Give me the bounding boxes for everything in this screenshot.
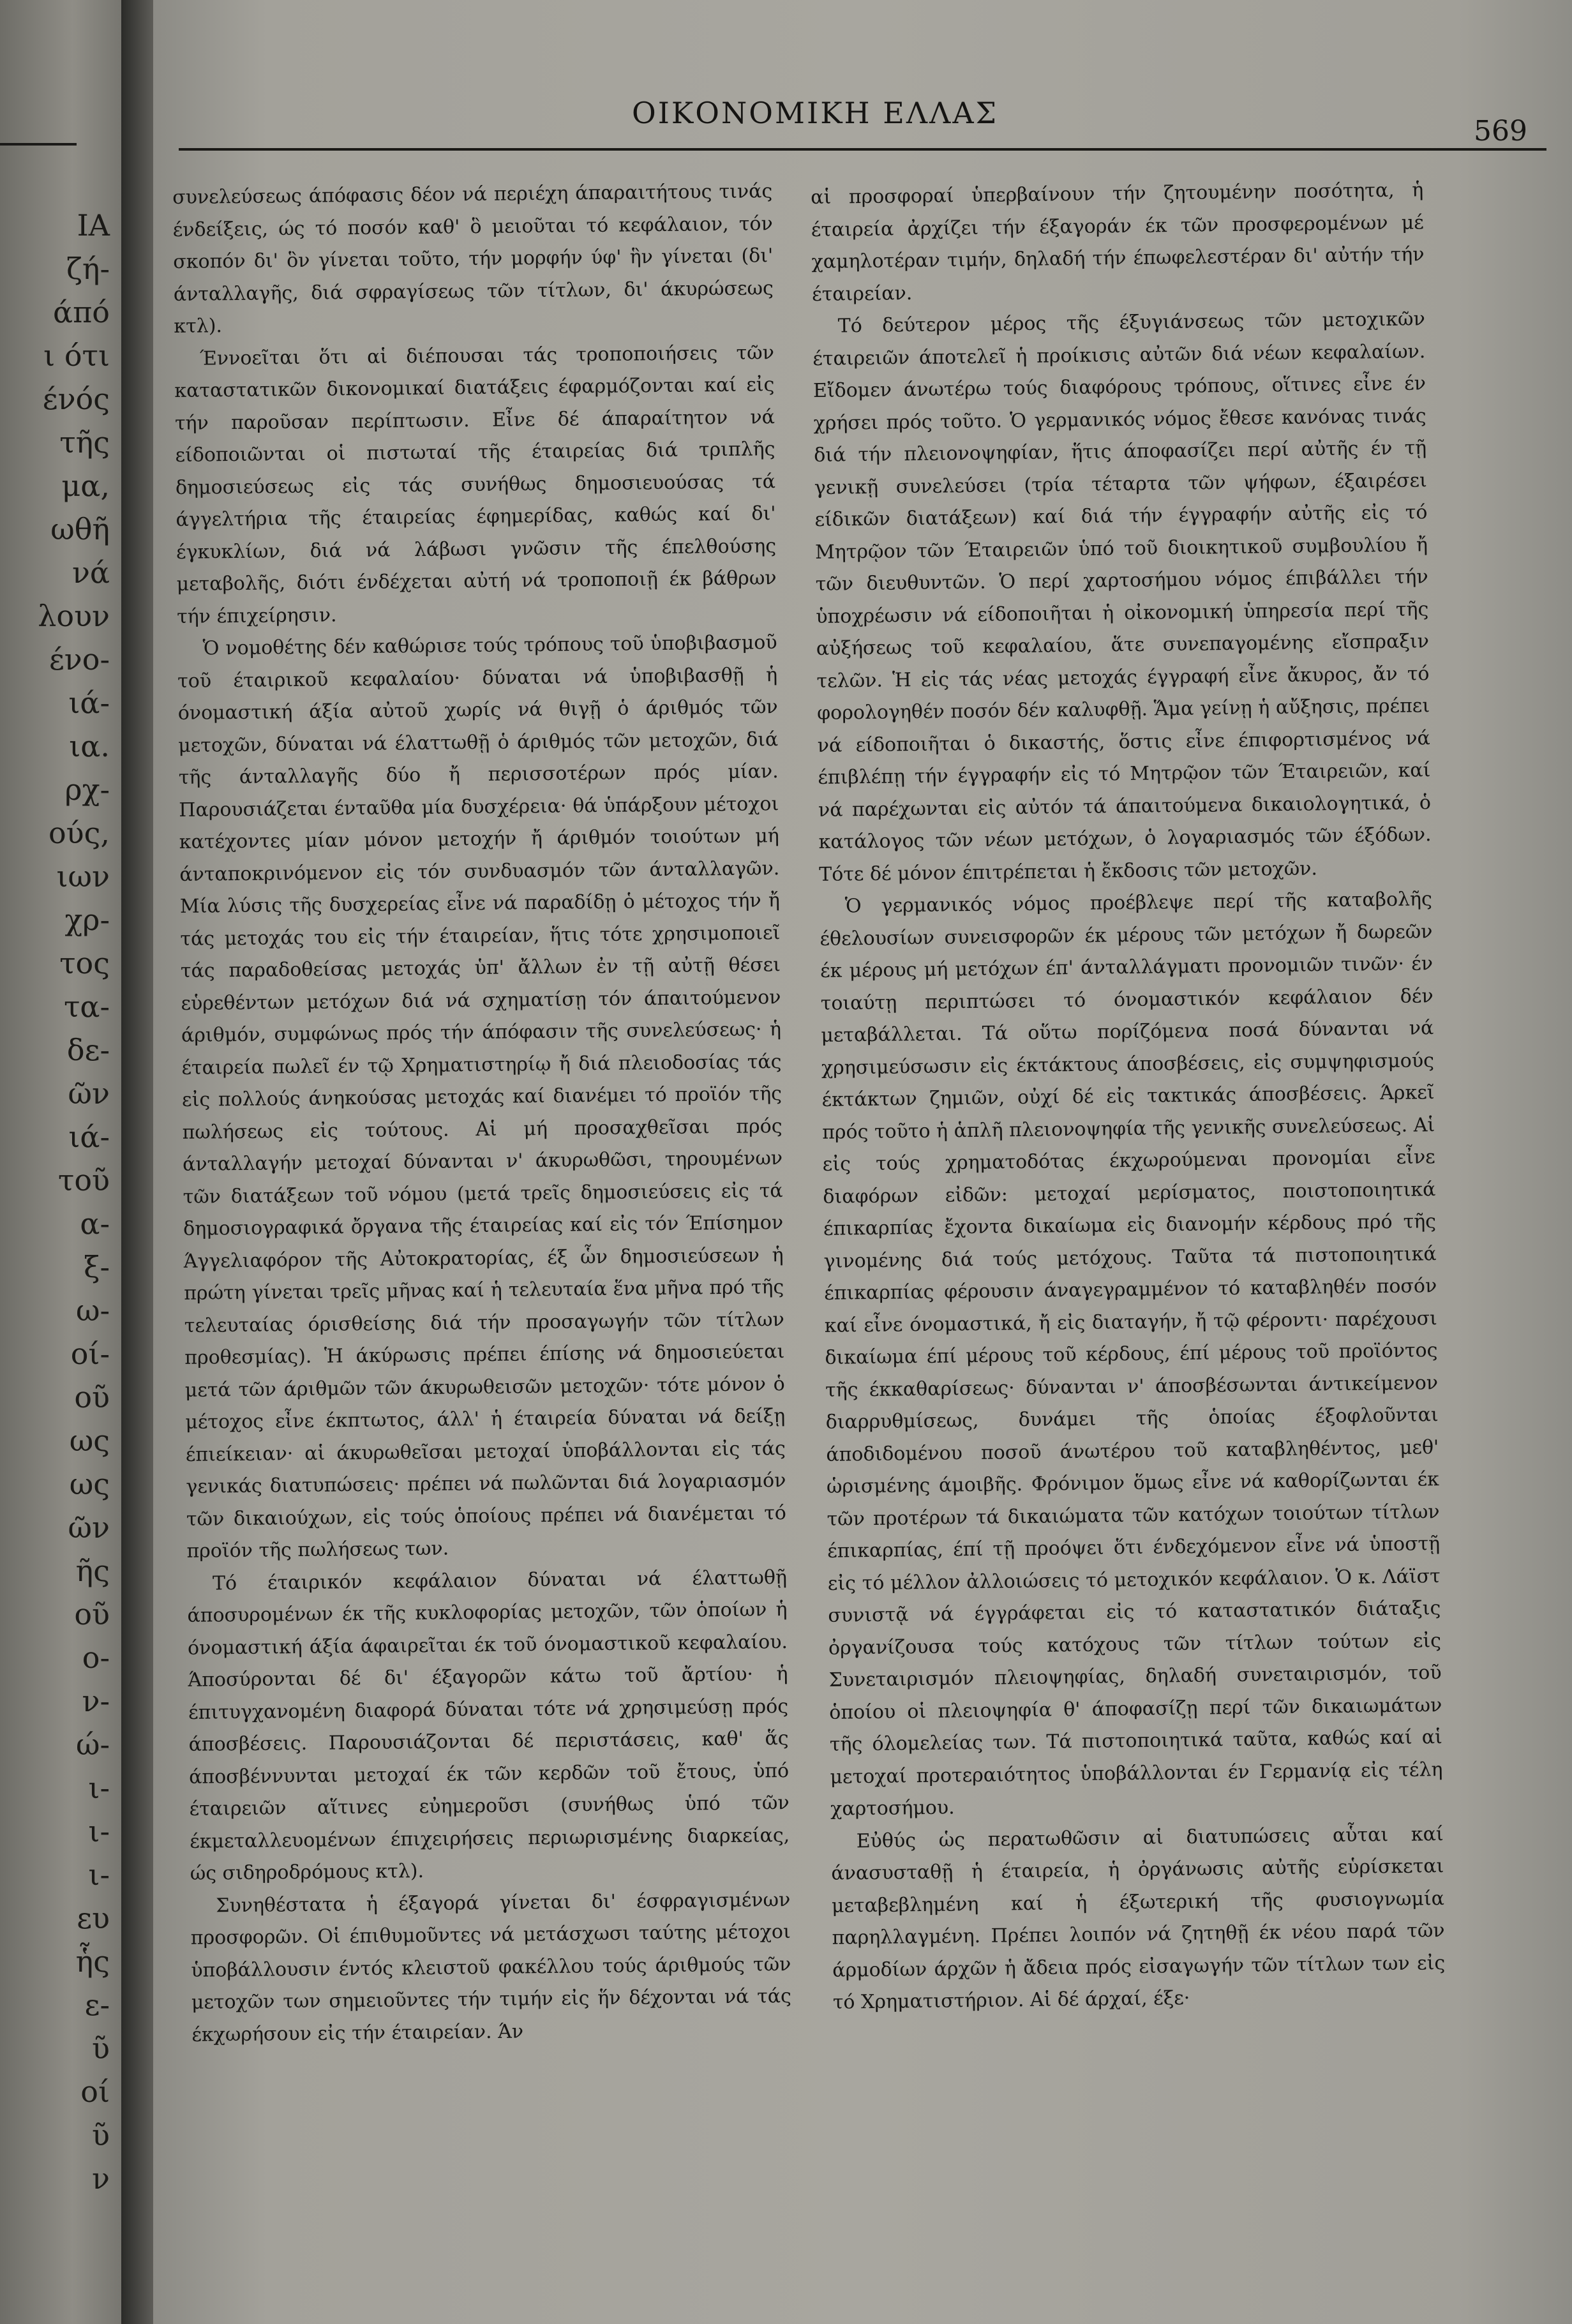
facing-page-fragment: ια. [69, 729, 110, 763]
facing-page-fragment: οῦ [74, 1597, 110, 1631]
facing-page-fragment: ιά- [68, 686, 110, 720]
facing-page-fragment: χρ- [64, 903, 110, 937]
paragraph: Εὐθύς ὡς περατωθῶσιν αἱ διατυπώσεις αὗται καί άνασυσταθῇ ἡ έταιρεία, ἡ ὀργάνωσις αὐτῆς εὑρίσκεται μεταβεβλημένη καί ἡ έξωτερική τῆς φυσιογνωμία παρηλλαγμένη. Πρέπει λοιπόν νά ζητηθῇ έκ νέου παρά τῶν άρμοδίων άρχῶν ἡ ἄδεια πρός εἰσαγωγήν τῶν τίτλων των εἰς τό Χρηματιστήριον. Αἱ δέ άρχαί, έξε· [831, 1822, 1446, 2014]
paragraph: Τό δεύτερον μέρος τῆς έξυγιάνσεως τῶν μετοχικῶν έταιρειῶν άποτελεῖ ἡ προίκισις αὐτῶν διά νέων κεφαλαίων. Εἴδομεν άνωτέρω τούς διαφόρους τρόπους, οἵτινες εἶνε έν χρήσει πρός τοῦτο. Ὁ γερμανικός νόμος ἔθεσε κανόνας τινάς διά τήν πλειονοψηφίαν, ἥτις άποφασίζει περί αὐτῆς έν τῇ γενικῇ συνελεύσει (τρία τέταρτα τῶν ψήφων, έξαιρέσει είδικῶν διατάξεων) καί διά τήν έγγραφήν αὐτῆς εἰς τό Μητρῷον τῶν Έταιρειῶν ὑπό τοῦ διοικητικοῦ συμβουλίου ἤ τῶν διευθυντῶν. Ὁ περί χαρτοσήμου νόμος έπιβάλλει τήν ὑποχρέωσιν νά είδοποιῆται ἡ οἰκονομική ὑπηρεσία περί τῆς αὐξήσεως τοῦ κεφαλαίου, ἅτε συνεπαγομένης εἴσπραξιν τελῶν. Ἡ εἰς τάς νέας μετοχάς έγγραφή εἶνε ἄκυρος, ἄν τό φορολογηθέν ποσόν δέν καλυφθῇ. Ἅμα γείνῃ ἡ αὔξησις, πρέπει νά είδοποιῆται ὁ δικαστής, ὅστις εἶνε έπιφορτισμένος νά έπιβλέπῃ τήν έγγραφήν εἰς τό Μητρῷον τῶν Έταιρειῶν, καί νά παρέχωνται εἰς αὐτόν τά άπαιτούμενα δικαιολογητικά, ὁ κατάλογος τῶν νέων μετόχων, ὁ λογαριασμός τῶν έξόδων. Τότε δέ μόνον έπιτρέπεται ἡ ἔκδοσις τῶν μετοχῶν. [812, 308, 1432, 886]
facing-page-fragment: λουν [38, 599, 110, 633]
facing-page-fragment: ευ [77, 1901, 110, 1935]
facing-page-fragment: α- [80, 1206, 110, 1241]
facing-page-fragment: ι ότι [43, 338, 110, 373]
facing-page-fragment: ῶν [68, 1510, 110, 1545]
facing-page-fragment: ι- [88, 1771, 110, 1805]
facing-page-fragment: ούς, [48, 816, 110, 850]
paragraph: Ὁ γερμανικός νόμος προέβλεψε περί τῆς καταβολῆς έθελουσίων συνεισφορῶν έκ μέρους τῶν μετόχων ἤ δωρεῶν έκ μέρους μή μετόχων έπ' άνταλλάγματι προνομιῶν τινῶν· έν τοιαύτῃ περιπτώσει τό όνομαστικόν κεφάλαιον δέν μεταβάλλεται. Τά οὕτω πορίζόμενα ποσά δύνανται νά χρησιμεύσωσιν εἰς έκτάκτους άποσβέσεις, εἰς συμψηφισμούς έκτάκτων ζημιῶν, οὐχί δέ εἰς τακτικάς άποσβέσεις. Άρκεῖ πρός τοῦτο ἡ ἁπλῆ πλειονοψηφία τῆς γενικῆς συνελεύσεως. Αἱ εἰς τούς χρηματοδότας έκχωρούμεναι προνομίαι εἶνε διαφόρων εἰδῶν: μετοχαί μερίσματος, ποιστοποιητικά έπικαρπίας ἔχοντα δικαίωμα εἰς διανομήν κέρδους πρό τῆς γινομένης διά τούς μετόχους. Ταῦτα τά πιστοποιητικά έπικαρπίας φέρουσιν άναγεγραμμένον τό καταβληθέν ποσόν καί εἶνε όνομαστικά, ἤ εἰς διαταγήν, ἤ τῷ φέροντι· παρέχουσι δικαίωμα έπί μέρους τοῦ κέρδους, έπί μέρους τοῦ προϊόντος τῆς έκκαθαρίσεως· δύνανται ν' άποσβέσωνται άντικείμενον διαρρυθμίσεως, δυνάμει τῆς ὁποίας έξοφλοῦνται άποδιδομένου ποσοῦ άνωτέρου τοῦ καταβληθέντος, μεθ' ὡρισμένης άμοιβῆς. Φρόνιμον ὅμως εἶνε νά καθορίζωνται έκ τῶν προτέρων τά δικαιώματα τῶν κατόχων τοιούτων τίτλων έπικαρπίας, έπί τῇ προόψει ὅτι ένδεχόμενον εἶνε νά ὑποστῇ εἰς τό μέλλον ἀλλοιώσεις τό μετοχικόν κεφάλαιον. Ὁ κ. Λάϊστ συνιστᾷ νά έγγράφεται εἰς τό καταστατικόν διάταξις ὀργανίζουσα τούς κατόχους τῶν τίτλων τούτων εἰς Συνεταιρισμόν πλειοψηφίας, δηλαδή συνεταιρισμόν, τοῦ ὁποίου οἱ πλειοψηφία θ' άποφασίζῃ περί τῶν δικαιωμάτων τῆς όλομελείας των. Τά πιστοποιητικά ταῦτα, καθώς καί αἱ μετοχαί προτεραιότητος ὑποβάλλονται έν Γερμανίᾳ εἰς τέλη χαρτοσήμου. [820, 888, 1443, 1820]
facing-page-fragment: τος [59, 946, 110, 980]
facing-page-fragment: ν- [82, 1684, 110, 1718]
facing-page-fragment: μα, [61, 469, 110, 503]
facing-page-fragment: τοῦ [57, 1163, 110, 1197]
left-column [172, 176, 792, 2051]
right-column [811, 174, 1446, 2019]
facing-page-fragment: ως [69, 1423, 110, 1458]
facing-page-fragment: ώ- [75, 1727, 110, 1762]
facing-page-fragment: τῆς [59, 425, 110, 460]
running-head [153, 96, 1572, 147]
page-number: 569 [1474, 115, 1527, 147]
paragraph: συνελεύσεως άπόφασις δέον νά περιέχη άπαραιτήτους τινάς ένδείξεις, ώς τό ποσόν καθ' ὃ μειοῦται τό κεφάλαιον, τόν σκοπόν δι' ὃν γίνεται τοῦτο, τήν μορφήν ύφ' ἣν γίνεται (δι' άνταλλαγῆς, διά σφραγίσεως τῶν τίτλων, δι' άκυρώσεως κτλ). [172, 180, 774, 338]
facing-page-fragment: τα- [63, 989, 110, 1024]
facing-page-fragment: οῦ [74, 1380, 110, 1414]
facing-page-fragment: ξ- [84, 1250, 110, 1284]
facing-page-fragment: ιά- [68, 1120, 110, 1154]
book-page [153, 0, 1572, 2324]
paragraph: Έννοεῖται ὅτι αἱ διέπουσαι τάς τροποποιήσεις τῶν καταστατικῶν δικονομικαί διατάξεις έφαρμόζονται καί εἰς τήν παροῦσαν περίπτωσιν. Εἶνε δέ άπαραίτητον νά είδοποιῶνται οἱ πιστωταί τῆς έταιρείας διά τριπλῆς δημοσιεύσεως εἰς τάς συνήθως δημοσιευούσας τά άγγελτήρια τῆς έταιρείας έφημερίδας, καθώς καί δι' έγκυκλίων, διά νά λάβωσι γνῶσιν τῆς έπελθούσης μεταβολῆς, διότι ένδέχεται αὐτή νά τροποποιῇ έκ βάθρων τήν έπιχείρησιν. [174, 341, 777, 628]
facing-page-fragment: ε- [84, 1988, 110, 2022]
facing-page-fragment: ωθῆ [50, 512, 110, 546]
facing-page-fragment: οί- [70, 1337, 110, 1371]
facing-page-fragment: ένο- [49, 642, 110, 677]
facing-page-fragment: άπό [53, 295, 110, 329]
facing-page-fragment: ένός [42, 382, 110, 416]
facing-page-fragment: ῆς [75, 1554, 110, 1588]
facing-page-rule [0, 143, 77, 146]
facing-page-fragment: ιων [56, 859, 110, 894]
paragraph: Τό έταιρικόν κεφάλαιον δύναται νά έλαττωθῇ άποσυρομένων έκ τῆς κυκλοφορίας μετοχῶν, τῶν ὁποίων ἡ όνομαστική άξία άφαιρεῖται έκ τοῦ όνομαστικοῦ κεφαλαίου. Άποσύρονται δέ δι' έξαγορῶν κάτω τοῦ ἄρτίου· ἡ έπιτυγχανομένη διαφορά δύναται τότε νά χρησιμεύσῃ πρός άποσβέσεις. Παρουσιάζονται δέ περιστάσεις, καθ' ἅς άποσβέννυνται μετοχαί έκ τῶν κερδῶν τοῦ ἔτους, ὑπό έταιρειῶν αἵτινες εὐημεροῦσι (συνήθως ὑπό τῶν έκμεταλλευομένων έπιχειρήσεις περιωρισμένης διαρκείας, ώς σιδηροδρόμους κτλ). [187, 1566, 790, 1885]
facing-page-fragment: οί [80, 2074, 110, 2109]
facing-page-fragment: ῦ [92, 2031, 110, 2065]
facing-page-fragment: νά [71, 555, 110, 590]
facing-page-fragment: ῶν [68, 1076, 110, 1111]
paragraph: Ὁ νομοθέτης δέν καθώρισε τούς τρόπους τοῦ ὑποβιβασμοῦ τοῦ έταιρικοῦ κεφαλαίου· δύναται νά ὑποβιβασθῇ ἡ όνομαστική άξία αὐτοῦ χωρίς νά θιγῇ ὁ άριθμός τῶν μετοχῶν, δύναται νά έλαττωθῇ ὁ άριθμός τῶν μετοχῶν, διά τῆς άνταλλαγῆς δύο ἤ περισσοτέρων πρός μίαν. Παρουσιάζεται ένταῦθα μία δυσχέρεια· θά ὑπάρξουν μέτοχοι κατέχοντες μίαν μόνον μετοχήν ἤ άριθμόν τοιούτων μή άνταποκρινόμενον εἰς τόν συνδυασμόν τῶν άνταλλαγῶν. Μία λύσις τῆς δυσχερείας εἶνε νά παραδίδῃ ὁ μέτοχος τήν ἤ τάς μετοχάς του εἰς τήν έταιρείαν, ἥτις τότε χρησιμοποιεῖ τάς παραδοθείσας μετοχάς ὑπ' ἄλλων ἐν τῇ αὐτῇ θέσει εὑρεθέντων μετόχων διά νά σχηματίσῃ τόν άπαιτούμενον άριθμόν, συμφώνως πρός τήν άπόφασιν τῆς συνελεύσεως· ἡ έταιρεία πωλεῖ έν τῷ Χρηματιστηρίῳ ἤ διά πλειοδοσίας τάς εἰς πολλούς άνηκούσας μετοχάς καί διανέμει τό προϊόν τῆς πωλήσεως εἰς τούτους. Αἱ μή προσαχθεῖσαι πρός άνταλλαγήν μετοχαί δύνανται ν' άκυρωθῶσι, τηρουμένων τῶν διατάξεων τοῦ νόμου (μετά τρεῖς δημοσιεύσεις εἰς τά δημοσιογραφικά ὄργανα τῆς έταιρείας καί εἰς τόν Έπίσημον Άγγελιαφόρον τῆς Αὐτοκρατορίας, έξ ὧν δημοσιεύσεων ἡ πρώτη γίνεται τρεῖς μῆνας καί ἡ τελευταία ἕνα μῆνα πρό τῆς τελευταίας όρισθείσης διά τήν προσαγωγήν τῶν τίτλων προθεσμίας). Ἡ άκύρωσις πρέπει έπίσης νά δημοσιεύεται μετά τῶν άριθμῶν τῶν άκυρωθεισῶν μετοχῶν· τότε μόνον ὁ μέτοχος εἶνε έκπτωτος, άλλ' ἡ έταιρεία δύναται νά δείξῃ έπιείκειαν· αἱ άκυρωθεῖσαι μετοχαί ὑποβάλλονται εἰς τάς γενικάς διατυπώσεις· πρέπει νά πωλῶνται διά λογαριασμόν τῶν δικαιούχων, εἰς τούς ὁποίους πρέπει νά διανέμεται τό προϊόν τῆς πωλήσεως των. [177, 631, 787, 1563]
facing-page-fragment: ι- [88, 1814, 110, 1848]
facing-page-fragment: ζή- [66, 251, 110, 286]
running-title: ΟΙΚΟΝΟΜΙΚΗ ΕΛΛΑΣ [632, 96, 999, 130]
paragraph: Συνηθέστατα ἡ έξαγορά γίνεται δι' έσφραγισμένων προσφορῶν. Οἱ έπιθυμοῦντες νά μετάσχωσι ταύτης μέτοχοι ὑποβάλλουσιν έντός κλειστοῦ φακέλλου τούς άριθμούς τῶν μετοχῶν των σημειοῦντες τήν τιμήν εἰς ἥν δέχονται νά τάς έκχωρήσουν εἰς τήν έταιρείαν. Άν [190, 1888, 792, 2046]
facing-page-edge [0, 0, 121, 2324]
facing-page-fragment: ῦ [92, 2118, 110, 2152]
facing-page-fragment: ω- [75, 1293, 110, 1328]
facing-page-fragment: ως [69, 1467, 110, 1501]
facing-page-fragment: ο- [82, 1640, 110, 1675]
facing-page-fragment: δε- [66, 1033, 110, 1067]
facing-page-fragment: ΙΑ [77, 208, 110, 243]
header-rule [179, 148, 1546, 151]
facing-page-fragment: ν [92, 2161, 110, 2196]
facing-page-fragment: ρχ- [64, 772, 110, 807]
facing-page-fragment: ἧς [75, 1944, 110, 1979]
facing-page-fragment: ι- [88, 1857, 110, 1892]
paragraph: αἱ προσφοραί ὑπερβαίνουν τήν ζητουμένην ποσότητα, ἡ έταιρεία ἀρχίζει τήν έξαγοράν έκ τῶν προσφερομένων μέ χαμηλοτέραν τιμήν, δηλαδή τήν έπωφελεστέραν δι' αὐτήν τήν έταιρείαν. [811, 179, 1425, 306]
